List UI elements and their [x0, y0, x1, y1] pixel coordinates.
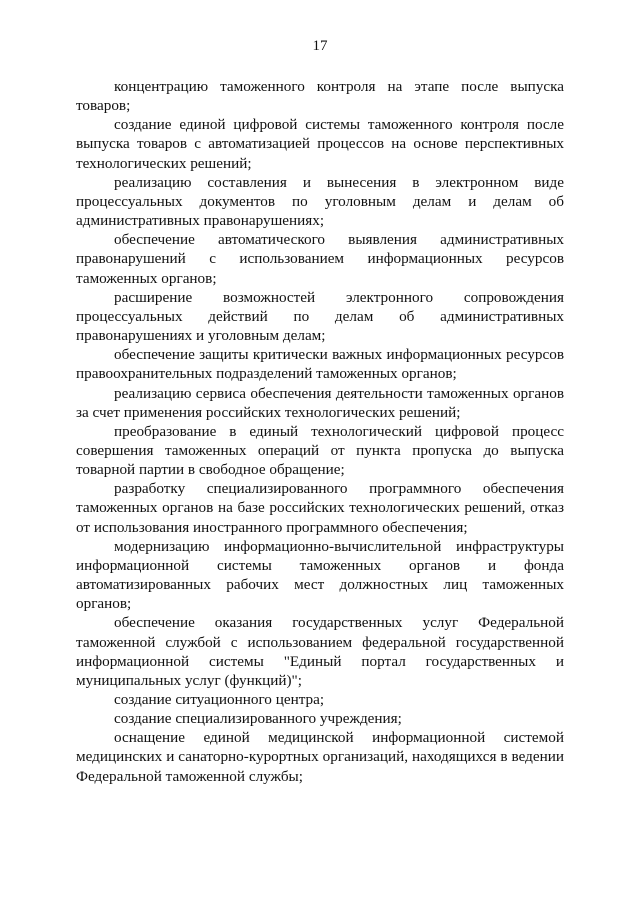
list-item-post-release-control: концентрацию таможенного контроля на этапе после выпуска товаров; — [76, 78, 564, 115]
list-item-electronic-documents: реализацию составления и вынесения в электронном виде процессуальных документов по уголовным делам и делам об административных правонарушениях; — [76, 173, 564, 230]
list-item-infrastructure-modernization: модернизацию информационно-вычислительной инфраструктуры информационной системы таможенных органов и фонда автоматизированных рабочих мест должностных лиц таможенных органов; — [76, 537, 564, 613]
document-body — [76, 77, 564, 786]
list-item-software-development: разработку специализированного программного обеспечения таможенных органов на базе российских технологических решений, отказ от использования иностранного программного обеспечения; — [76, 480, 564, 536]
list-item-automatic-detection: обеспечение автоматического выявления административных правонарушений с использованием информационных ресурсов таможенных органов; — [76, 231, 564, 287]
list-item-critical-resources-protection: обеспечение защиты критически важных информационных ресурсов правоохранительных подразделений таможенных органов; — [76, 346, 564, 383]
list-item-service-implementation: реализацию сервиса обеспечения деятельности таможенных органов за счет применения российских технологических решений; — [76, 384, 564, 421]
list-item-unified-digital-process: преобразование в единый технологический цифровой процесс совершения таможенных операций от пункта пропуска до выпуска товарной партии в свободное обращение; — [76, 422, 564, 479]
list-item-electronic-support: расширение возможностей электронного сопровождения процессуальных действий по делам об административных правонарушениях и уголовным делам; — [76, 288, 564, 345]
list-item-situation-center: создание ситуационного центра; — [114, 691, 325, 708]
list-item-digital-control-system: создание единой цифровой системы таможенного контроля после выпуска товаров с автоматизацией процессов на основе перспективных технологических решений; — [76, 116, 564, 172]
list-item-public-services: обеспечение оказания государственных услуг Федеральной таможенной службой с использованием федеральной государственной информационной системы "Единый портал государственных и муниципальных услуг (функций)"; — [76, 614, 564, 689]
page-number: 17 — [312, 38, 328, 54]
list-item-specialized-institution: создание специализированного учреждения; — [114, 710, 402, 728]
list-item-medical-system: оснащение единой медицинской информационной системой медицинских и санаторно-курортных организаций, находящихся в ведении Федеральной таможенной службы; — [76, 729, 564, 785]
